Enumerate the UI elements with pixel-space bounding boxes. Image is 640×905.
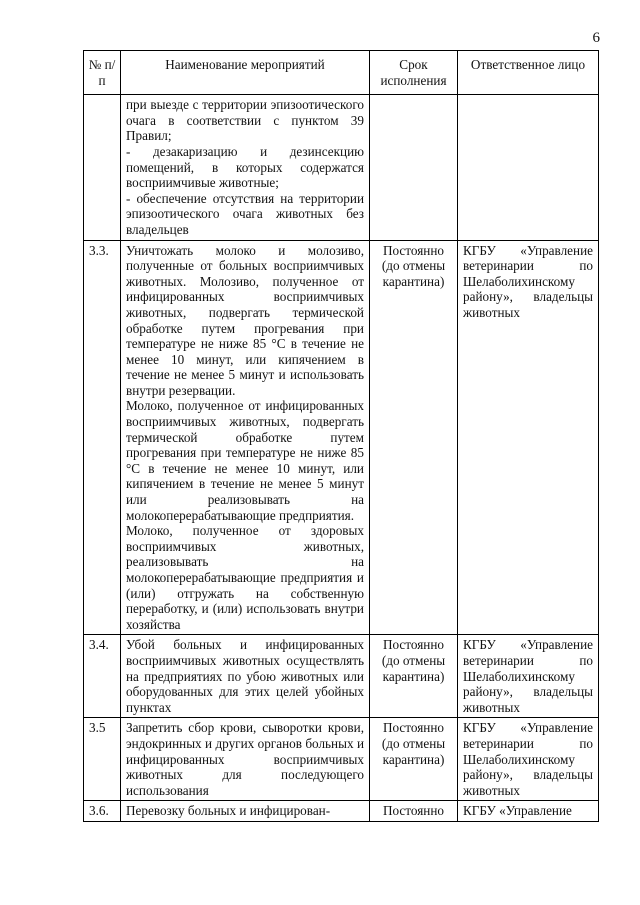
term-cell: Постоянно bbox=[370, 801, 458, 822]
measure-paragraph: Уничтожать молоко и молозиво, полученные от больных восприимчивых животных. Молозиво, полученное от инфицированных восприимчивых животных, подвергать термической обработке путем прогревания при температуре не ниже 85 °С в течение не менее 10 минут, или кипячением в течение не менее 5 минут и использовать внутри резервации. bbox=[126, 242, 364, 398]
responsible-cell: КГБУ «Управление bbox=[458, 801, 599, 822]
term-cell: Постоянно (до отмены карантина) bbox=[370, 240, 458, 635]
measure-paragraph: - обеспечение отсутствия на территории эпизоотического очага животных без владельцев bbox=[126, 190, 364, 237]
measure-description: Перевозку больных и инфицирован- bbox=[121, 801, 370, 822]
table-row bbox=[84, 801, 599, 822]
responsible-cell bbox=[458, 95, 599, 240]
measure-description bbox=[121, 95, 370, 240]
measure-description bbox=[121, 718, 370, 801]
row-number: 3.6. bbox=[84, 801, 121, 822]
measure-paragraph: - дезакаризацию и дезинсекцию помещений, в которых содержатся восприимчивые животные; bbox=[126, 143, 364, 191]
header-num: № п/п bbox=[84, 51, 121, 95]
term-cell: Постоянно (до отмены карантина) bbox=[370, 718, 458, 801]
table-header-row bbox=[84, 51, 599, 95]
row-number: 3.3. bbox=[84, 240, 121, 635]
table-row bbox=[84, 240, 599, 635]
measure-paragraph: Молоко, полученное от здоровых восприимчивых животных, реализовывать на молокоперерабатывающие предприятия и (или) отгружать на собственную переработку, и (или) использовать внутри хозяйства bbox=[126, 523, 364, 632]
header-name: Наименование мероприятий bbox=[121, 51, 370, 95]
row-number: 3.5 bbox=[84, 718, 121, 801]
table-row bbox=[84, 718, 599, 801]
header-term: Срок исполнения bbox=[370, 51, 458, 95]
row-number bbox=[84, 95, 121, 240]
measure-paragraph: Молоко, полученное от инфицированных восприимчивых животных, подвергать термической обработке путем прогревания при температуре не ниже 85 °С в течение не менее 10 минут, или кипячением в течение не менее 5 минут или реализовывать на молокоперерабатывающие предприятия. bbox=[126, 398, 364, 523]
measure-paragraph: при выезде с территории эпизоотического очага в соответствии с пунктом 39 Правил; bbox=[126, 97, 364, 144]
row-number: 3.4. bbox=[84, 635, 121, 718]
measure-paragraph: Запретить сбор крови, сыворотки крови, эндокринных и других органов больных и инфицированных восприимчивых животных для последующего использования bbox=[126, 720, 364, 798]
header-responsible: Ответственное лицо bbox=[458, 51, 599, 95]
responsible-cell: КГБУ «Управление ветеринарии по Шелаболихинскому району», владельцы животных bbox=[458, 635, 599, 718]
responsible-cell: КГБУ «Управление ветеринарии по Шелаболихинскому району», владельцы животных bbox=[458, 240, 599, 635]
measure-description bbox=[121, 635, 370, 718]
responsible-cell: КГБУ «Управление ветеринарии по Шелаболихинскому району», владельцы животных bbox=[458, 718, 599, 801]
table-row bbox=[84, 95, 599, 240]
page-number: 6 bbox=[592, 30, 600, 46]
table-body bbox=[84, 95, 599, 822]
term-cell bbox=[370, 95, 458, 240]
measures-table bbox=[83, 50, 599, 822]
measure-description bbox=[121, 240, 370, 635]
table-row bbox=[84, 635, 599, 718]
measure-paragraph: Убой больных и инфицированных восприимчивых животных осуществлять на предприятиях по убою животных или оборудованных для этих целей убойных пунктах bbox=[126, 637, 364, 715]
term-cell: Постоянно (до отмены карантина) bbox=[370, 635, 458, 718]
